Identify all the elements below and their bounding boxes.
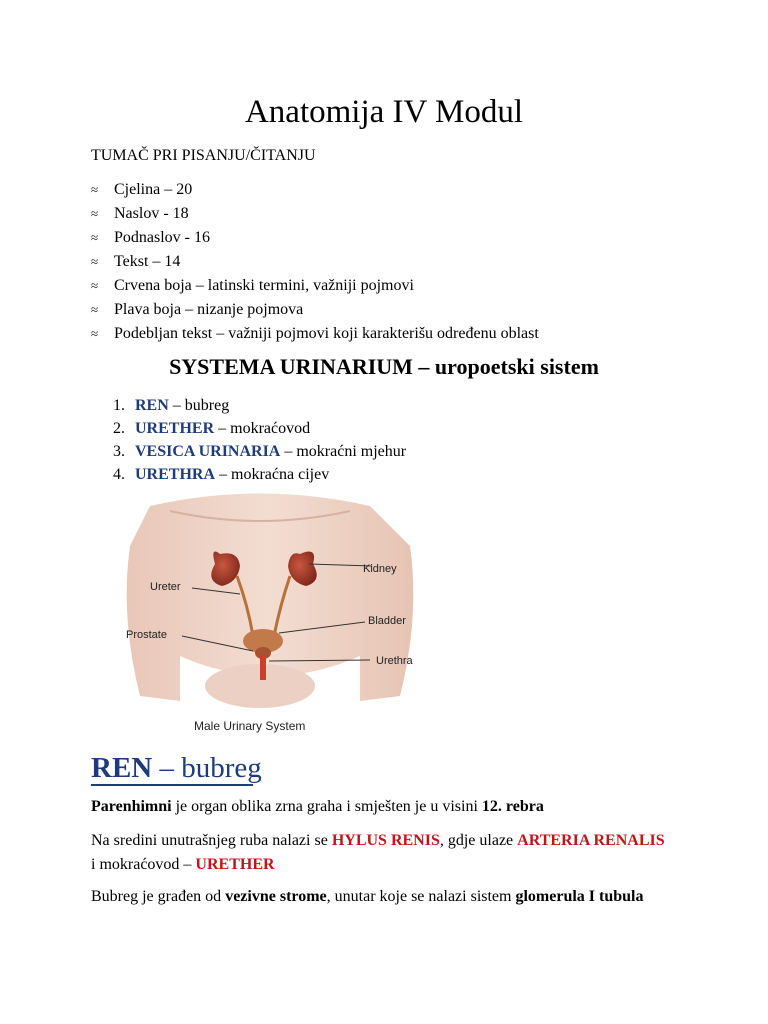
organ-list xyxy=(113,394,406,486)
paragraph: Bubreg je građen od vezivne strome, unutar koje se nalazi sistem glomerula I tubula xyxy=(91,888,644,905)
heading-underline xyxy=(91,784,253,786)
legend-item: ≈ Cjelina – 20 xyxy=(91,178,539,202)
legend-subtitle: TUMAČ PRI PISANJU/ČITANJU xyxy=(91,147,316,164)
legend-item: ≈ Tekst – 14 xyxy=(91,250,539,274)
approx-bullet-icon: ≈ xyxy=(91,182,99,197)
approx-bullet-icon: ≈ xyxy=(91,302,99,317)
organ-latin: URETHER xyxy=(135,420,215,437)
organ-latin: REN xyxy=(135,397,169,414)
figure-caption: Male Urinary System xyxy=(194,719,306,733)
urinary-system-figure xyxy=(110,486,430,736)
ureter-label: Ureter xyxy=(150,581,181,593)
organ-latin: VESICA URINARIA xyxy=(135,443,281,460)
legend-item: ≈ Crvena boja – latinski termini, važniji pojmovi xyxy=(91,274,539,298)
system-heading: SYSTEMA URINARIUM – uropoetski sistem xyxy=(169,354,599,379)
legend-item: ≈ Podebljan tekst – važniji pojmovi koji karakterišu određenu oblast xyxy=(91,322,539,346)
legend-item: ≈ Naslov - 18 xyxy=(91,202,539,226)
section-heading: REN – bubreg xyxy=(91,752,262,784)
prostate-label: Prostate xyxy=(126,629,167,641)
legend-item: ≈ Podnaslov - 16 xyxy=(91,226,539,250)
approx-bullet-icon: ≈ xyxy=(91,254,99,269)
organ-latin: URETHRA xyxy=(135,466,216,483)
bladder-label: Bladder xyxy=(368,615,406,627)
paragraph: Parenhimni je organ oblika zrna graha i smješten je u visini 12. rebra xyxy=(91,798,544,815)
organ-item: 1. REN – bubreg xyxy=(113,397,230,414)
paragraph: Na sredini unutrašnjeg ruba nalazi se HYLUS RENIS, gdje ulaze ARTERIA RENALIS i mokraćovod – URETHER xyxy=(91,832,665,873)
urethra-label: Urethra xyxy=(376,655,413,667)
urinary-system-illustration xyxy=(110,486,430,736)
kidney-label: Kidney xyxy=(363,563,397,575)
organ-item: 4. URETHRA – mokraćna cijev xyxy=(113,466,330,483)
legend-list xyxy=(91,178,539,346)
legend-item: ≈ Plava boja – nizanje pojmova xyxy=(91,298,539,322)
approx-bullet-icon: ≈ xyxy=(91,326,99,341)
document-title: Anatomija IV Modul xyxy=(244,94,524,130)
approx-bullet-icon: ≈ xyxy=(91,278,99,293)
approx-bullet-icon: ≈ xyxy=(91,206,99,221)
organ-item: 2. URETHER – mokraćovod xyxy=(113,420,311,437)
approx-bullet-icon: ≈ xyxy=(91,230,99,245)
organ-item: 3. VESICA URINARIA – mokraćni mjehur xyxy=(113,443,407,460)
